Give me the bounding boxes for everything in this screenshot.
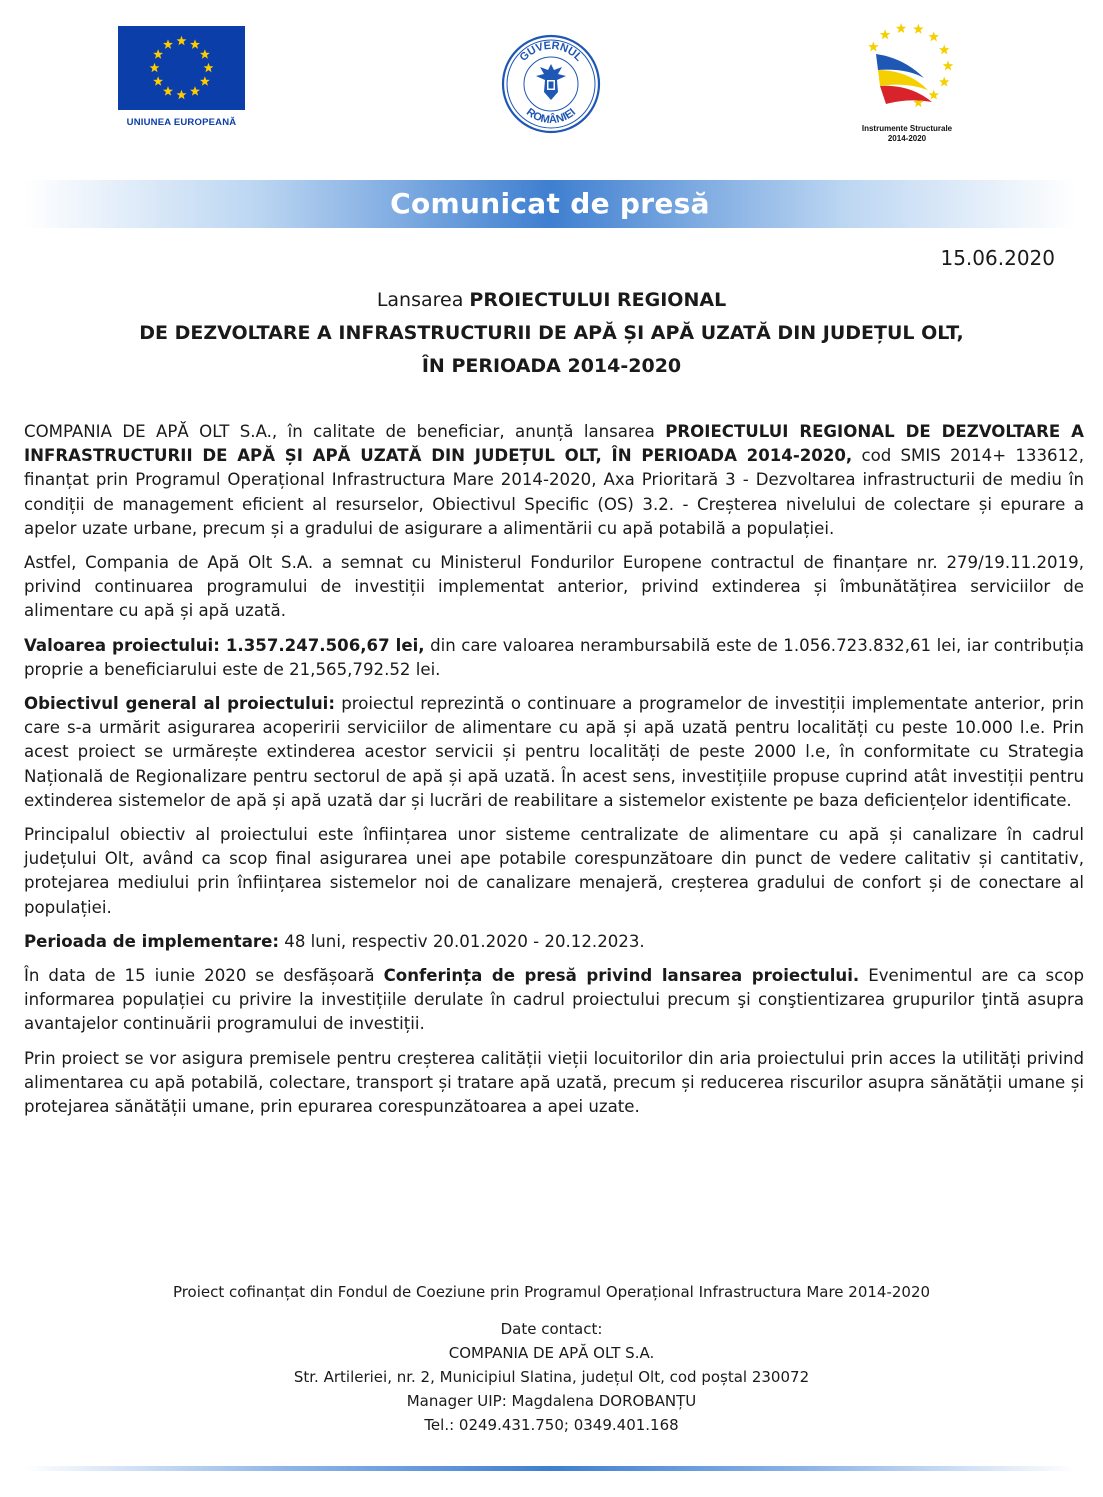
banner-title: Comunicat de presă [390, 187, 710, 220]
paragraph-implementation-period [24, 930, 1084, 954]
contact-manager: Manager UIP: Magdalena DOROBANȚU [406, 1392, 697, 1410]
p7-text-a: În data de 15 iunie 2020 se desfășoară [24, 966, 384, 986]
contact-phone: Tel.: 0249.431.750; 0349.401.168 [424, 1416, 679, 1434]
p3-value-label: Valoarea proiectului: 1.357.247.506,67 lei, [24, 635, 425, 655]
paragraph-premises: Prin proiect se vor asigura premisele pentru creșterea calității vieții locuitorilor din aria proiectului prin acces la utilități privind alimentarea cu apă potabilă, colectare, transport și tratare apă uzată, precum și reducerea riscurilor asupra sănătății umane și protejarea sănătății umane, prin epurarea corespunzătoarea a apei uzate. [24, 1048, 1084, 1117]
press-release-banner [24, 180, 1076, 228]
gov-ring-top-text: GUVERNUL [517, 39, 585, 64]
heading-line-3: ÎN PERIOADA 2014-2020 [421, 355, 682, 377]
is-star-icon [896, 23, 906, 33]
p6-text: 48 luni, respectiv 20.01.2020 - 20.12.2023. [279, 931, 645, 951]
p3-value-text: din care valoarea nerambursabilă este de 1.056.723.832,61 lei, iar contribuția proprie a beneficiarului este de 21,565,792.52 lei. [24, 635, 1084, 679]
romanian-government-logo [496, 34, 606, 134]
eu-logo [118, 26, 252, 128]
p4-label: Obiectivul general al proiectului: [24, 694, 335, 714]
contact-block [0, 1317, 1103, 1437]
is-star-icon [939, 44, 949, 54]
p7-text-c: Evenimentul are ca scop informarea populației cu privire la investițiile derulate în cadrul proiectului precum şi conştientizarea grupurilor ţintă asupra avantajelor continuării programului de investiții. [24, 966, 1084, 1034]
contact-company: COMPANIA DE APĂ OLT S.A. [448, 1344, 655, 1362]
paragraph-value [24, 634, 1084, 682]
is-star-icon [939, 77, 949, 87]
p1-text-a: COMPANIA DE APĂ OLT S.A., în calitate de beneficiar, anunță lansarea [24, 422, 666, 441]
is-star-icon [928, 90, 938, 100]
is-star-icon [943, 61, 953, 71]
structural-instruments-icon [846, 20, 968, 116]
structural-instruments-logo [846, 20, 968, 144]
p1-text-c: cod SMIS 2014+ 133612, finanțat prin Programul Operațional Infrastructura Mare 2014-2020, Axa Prioritară 3 - Dezvoltarea infrastructurii de mediu în condiții de management eficient al resurselor, Obiectivul Specific (OS) 3.2. - Creșterea nivelului de colectare și epurare a apelor uzate urbane, precum și a gradului de asigurare a alimentării cu apă potabilă a populației. [24, 446, 1084, 538]
government-seal-icon [496, 34, 606, 134]
eagle-icon [536, 64, 566, 100]
structural-instruments-caption [846, 124, 968, 144]
paragraph-contract: Astfel, Compania de Apă Olt S.A. a semnat cu Ministerul Fondurilor Europene contractul de finanțare nr. 279/19.11.2019, privind continuarea programului de investiții implementat anterior, privind extinderea și îmbunătățirea serviciilor de alimentare cu apă și apă uzată. [24, 553, 1084, 621]
eu-caption: UNIUNEA EUROPEANĂ [126, 117, 237, 128]
is-star-icon [928, 31, 938, 41]
p6-label: Perioada de implementare: [24, 931, 280, 951]
paragraph-main-objective: Principalul obiectiv al proiectului este înființarea unor sisteme centralizate de alimentare cu apă și canalizare în cadrul județului Olt, având ca scop final asigurarea unei ape potabile corespunzătoare din punct de vedere calitativ și cantitativ, protejarea mediului prin înființarea sistemelor noi de canalizare menajeră, creșterea gradului de confort și de conectare al populației. [24, 825, 1084, 917]
heading-line-1-bold: PROIECTULUI REGIONAL [469, 289, 727, 311]
p1-project-name: PROIECTULUI REGIONAL DE DEZVOLTARE A INFRASTRUCTURII DE APĂ ȘI APĂ UZATĂ DIN JUDEȚUL OLT, ÎN PERIOADA 2014-2020, [24, 422, 1084, 466]
is-caption-line2: 2014-2020 [887, 134, 927, 143]
release-date: 15.06.2020 [940, 246, 1055, 270]
gov-ring-bottom-text: ROMÂNIEI [524, 106, 579, 127]
heading-line-1-prefix: Lansarea [376, 289, 470, 311]
paragraph-intro [24, 420, 1084, 541]
logo-header [0, 0, 1103, 165]
is-caption-line1: Instrumente Structurale [861, 124, 953, 133]
paragraph-general-objective [24, 692, 1084, 813]
document-heading [0, 284, 1103, 383]
is-star-icon [913, 24, 923, 34]
cofinanced-note: Proiect cofinanțat din Fondul de Coeziune prin Programul Operațional Infrastructura Mare 2014-2020 [172, 1283, 931, 1301]
contact-title: Date contact: [500, 1320, 603, 1338]
is-star-icon [880, 29, 890, 39]
heading-line-2: DE DEZVOLTARE A INFRASTRUCTURII DE APĂ ȘI APĂ UZATĂ DIN JUDEȚUL OLT, [139, 322, 964, 344]
heading-line-1 [0, 284, 1103, 317]
paragraph-press-conference [24, 964, 1084, 1037]
bottom-divider [24, 1466, 1076, 1471]
document-body [24, 420, 1084, 1129]
is-star-icon [868, 42, 878, 52]
eu-flag-icon [118, 26, 245, 110]
document-footer [0, 1283, 1103, 1437]
contact-address: Str. Artileriei, nr. 2, Municipiul Slatina, județul Olt, cod poștal 230072 [293, 1368, 810, 1386]
p7-conference: Conferința de presă privind lansarea proiectului. [383, 966, 860, 986]
p4-text: proiectul reprezintă o continuare a programelor de investiții implementate anterior, prin care s-a urmărit asigurarea acoperirii serviciilor de alimentare cu apă și apă uzată pentru localități cu peste 10.000 l.e. Prin acest proiect se urmărește extinderea acestor servicii și pentru localități de peste 2000 l.e, în conformitate cu Strategia Națională de Regionalizare pentru sectorul de apă și apă uzată. În acest sens, investițiile propuse cuprind atât investiții pentru extinderea sistemelor de apă și apă uzată dar și lucrări de reabilitare a sistemelor existente pe baza deficiențelor identificate. [24, 694, 1085, 810]
